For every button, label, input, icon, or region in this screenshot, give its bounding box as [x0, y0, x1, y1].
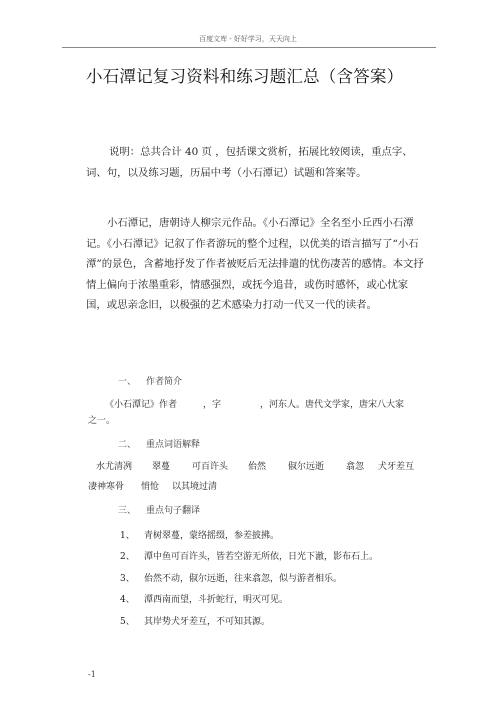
vocab-term: 犬牙差互: [378, 462, 415, 472]
vocab-term: 翠蔓: [152, 462, 171, 472]
sentence-item: [120, 528, 279, 541]
sentence-text: 其岸势犬牙差互，不可知其源。: [144, 617, 271, 627]
sentence-text: 青树翠蔓，蒙络摇缀，参差披拂。: [144, 531, 280, 541]
vocab-term: 可百许头: [192, 462, 229, 472]
sentence-item: [120, 592, 288, 605]
vocab-term: 翕忽: [346, 462, 365, 472]
sentence-number: 3、: [120, 574, 135, 584]
sentence-item: [120, 549, 378, 562]
vocab-term: 俶尔远逝: [288, 462, 325, 472]
sentence-text: 潭中鱼可百许头，皆若空游无所依，日光下澈，影布石上。: [144, 552, 379, 562]
document-title: 小石潭记复习资料和练习题汇总（含答案）: [86, 67, 404, 86]
section-3-title: 重点句子翻译: [146, 506, 201, 516]
sentence-number: 4、: [120, 595, 135, 605]
intro-paragraph: 说明：总共合计 40 页 ，包括课文赏析，拓展比较阅读，重点字、词、句，以及练习题，历届中考（小石潭记）试题和答案等。: [86, 146, 413, 179]
sentence-number: 5、: [120, 617, 135, 627]
sentence-item: [120, 571, 342, 584]
section-1-title: 作者简介: [146, 377, 183, 387]
section-2-title: 重点词语解释: [146, 440, 201, 450]
body-paragraph: 小石潭记，唐朝诗人柳宗元作品。《小石潭记》全名至小丘西小石潭记。《小石潭记》记叙了作者游玩的整个过程，以优美的语言描写了“小石潭”的景色，含蓄地抒发了作者被贬后无法排遣的忧伤凄苦的感情。本文抒情上偏向于浓墨重彩，情感强烈，或抚今追昔，或伤时感怀，或心忧家国，或思亲念旧，以极强的艺术感染力打动一代又一代的读者。: [86, 217, 424, 311]
vocab-term: 佁然: [248, 462, 267, 472]
sentence-number: 1、: [120, 531, 135, 541]
section-1-number: 一、: [118, 377, 137, 387]
header-divider: [62, 47, 436, 48]
sentence-text: 佁然不动，俶尔远逝，往来翕忽，似与游者相乐。: [144, 574, 343, 584]
sentence-text: 潭西南而望，斗折蛇行，明灭可见。: [144, 595, 289, 605]
sentence-item: [120, 614, 270, 627]
author-line-d: 之一。: [88, 416, 116, 426]
author-line-a: 《小石潭记》作者: [105, 400, 178, 410]
vocab-term: 水尤清冽: [96, 462, 133, 472]
author-line-c: ，河东人。唐代文学家，唐宋八大家: [260, 400, 405, 410]
section-3-number: 三、: [118, 506, 137, 516]
vocab-term: 凄神寒骨: [88, 482, 125, 492]
page-header: 百度文库 - 好好学习，天天向上: [199, 35, 297, 43]
page-number: -1: [88, 670, 96, 679]
author-line-b: ，字: [203, 400, 222, 410]
sentence-number: 2、: [120, 552, 135, 562]
section-2-number: 二、: [118, 440, 137, 450]
vocab-term: 以其境过清: [172, 482, 218, 492]
vocab-term: 悄怆: [141, 482, 160, 492]
